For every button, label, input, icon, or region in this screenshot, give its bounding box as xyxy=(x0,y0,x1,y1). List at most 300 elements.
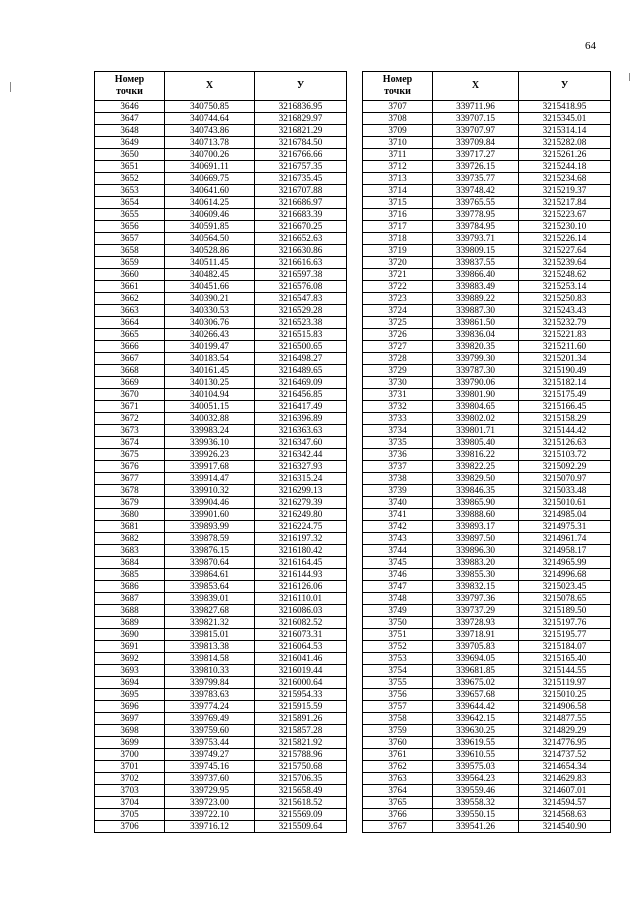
x-cell: 339726.15 xyxy=(433,161,519,173)
y-cell: 3215175.49 xyxy=(519,389,611,401)
table-header-row xyxy=(95,72,347,101)
header-y: У xyxy=(519,72,611,101)
table-row xyxy=(363,497,611,509)
point-number-cell: 3720 xyxy=(363,257,433,269)
point-number-cell: 3760 xyxy=(363,737,433,749)
y-cell: 3215418.95 xyxy=(519,101,611,113)
table-row xyxy=(95,173,347,185)
x-cell: 339784.95 xyxy=(433,221,519,233)
y-cell: 3216082.52 xyxy=(255,617,347,629)
table-row xyxy=(95,737,347,749)
table-row xyxy=(363,557,611,569)
point-number-cell: 3686 xyxy=(95,581,165,593)
x-cell: 339759.60 xyxy=(165,725,255,737)
x-cell: 339657.68 xyxy=(433,689,519,701)
y-cell: 3216064.53 xyxy=(255,641,347,653)
point-number-cell: 3649 xyxy=(95,137,165,149)
table-row xyxy=(363,737,611,749)
y-cell: 3216652.63 xyxy=(255,233,347,245)
point-number-cell: 3738 xyxy=(363,473,433,485)
table-row xyxy=(95,185,347,197)
point-number-cell: 3657 xyxy=(95,233,165,245)
y-cell: 3216576.08 xyxy=(255,281,347,293)
x-cell: 339564.23 xyxy=(433,773,519,785)
x-cell: 340390.21 xyxy=(165,293,255,305)
point-number-cell: 3758 xyxy=(363,713,433,725)
table-row xyxy=(363,401,611,413)
y-cell: 3216315.24 xyxy=(255,473,347,485)
point-number-cell: 3709 xyxy=(363,125,433,137)
y-cell: 3215658.49 xyxy=(255,785,347,797)
point-number-cell: 3722 xyxy=(363,281,433,293)
x-cell: 340330.53 xyxy=(165,305,255,317)
y-cell: 3214540.90 xyxy=(519,821,611,833)
point-number-cell: 3659 xyxy=(95,257,165,269)
table-row xyxy=(363,641,611,653)
x-cell: 340744.64 xyxy=(165,113,255,125)
x-cell: 339610.55 xyxy=(433,749,519,761)
point-number-cell: 3751 xyxy=(363,629,433,641)
y-cell: 3216110.01 xyxy=(255,593,347,605)
point-number-cell: 3681 xyxy=(95,521,165,533)
table-row xyxy=(363,149,611,161)
point-number-cell: 3731 xyxy=(363,389,433,401)
y-cell: 3215166.45 xyxy=(519,401,611,413)
point-number-cell: 3646 xyxy=(95,101,165,113)
table-row xyxy=(95,305,347,317)
table-row xyxy=(363,437,611,449)
y-cell: 3215227.64 xyxy=(519,245,611,257)
point-number-cell: 3673 xyxy=(95,425,165,437)
y-cell: 3216757.35 xyxy=(255,161,347,173)
table-row xyxy=(95,221,347,233)
table-row xyxy=(95,593,347,605)
y-cell: 3216515.83 xyxy=(255,329,347,341)
point-number-cell: 3703 xyxy=(95,785,165,797)
table-row xyxy=(95,161,347,173)
x-cell: 340700.26 xyxy=(165,149,255,161)
x-cell: 339705.83 xyxy=(433,641,519,653)
table-row xyxy=(363,809,611,821)
table-row xyxy=(363,617,611,629)
y-cell: 3216347.60 xyxy=(255,437,347,449)
point-number-cell: 3757 xyxy=(363,701,433,713)
x-cell: 340750.85 xyxy=(165,101,255,113)
table-row xyxy=(363,797,611,809)
header-y: У xyxy=(255,72,347,101)
x-cell: 339870.64 xyxy=(165,557,255,569)
point-number-cell: 3701 xyxy=(95,761,165,773)
table-row xyxy=(363,317,611,329)
table-row xyxy=(363,257,611,269)
table-row xyxy=(363,389,611,401)
y-cell: 3214594.57 xyxy=(519,797,611,809)
x-cell: 339681.85 xyxy=(433,665,519,677)
point-number-cell: 3710 xyxy=(363,137,433,149)
table-row xyxy=(95,449,347,461)
table-row xyxy=(363,449,611,461)
y-cell: 3215248.62 xyxy=(519,269,611,281)
point-number-cell: 3691 xyxy=(95,641,165,653)
table-row xyxy=(363,377,611,389)
x-cell: 339707.15 xyxy=(433,113,519,125)
point-number-cell: 3685 xyxy=(95,569,165,581)
y-cell: 3216498.27 xyxy=(255,353,347,365)
table-row xyxy=(363,653,611,665)
x-cell: 339694.05 xyxy=(433,653,519,665)
y-cell: 3215239.64 xyxy=(519,257,611,269)
table-row xyxy=(95,677,347,689)
x-cell: 339801.71 xyxy=(433,425,519,437)
y-cell: 3215023.45 xyxy=(519,581,611,593)
y-cell: 3214906.58 xyxy=(519,701,611,713)
point-number-cell: 3690 xyxy=(95,629,165,641)
x-cell: 340609.46 xyxy=(165,209,255,221)
table-row xyxy=(95,605,347,617)
x-cell: 339814.58 xyxy=(165,653,255,665)
x-cell: 340266.43 xyxy=(165,329,255,341)
x-cell: 340564.50 xyxy=(165,233,255,245)
point-number-cell: 3724 xyxy=(363,305,433,317)
point-number-cell: 3723 xyxy=(363,293,433,305)
x-cell: 339837.55 xyxy=(433,257,519,269)
point-number-cell: 3754 xyxy=(363,665,433,677)
table-row xyxy=(363,113,611,125)
x-cell: 339737.29 xyxy=(433,605,519,617)
x-cell: 340511.45 xyxy=(165,257,255,269)
x-cell: 339839.01 xyxy=(165,593,255,605)
point-number-cell: 3705 xyxy=(95,809,165,821)
y-cell: 3216144.93 xyxy=(255,569,347,581)
y-cell: 3215201.34 xyxy=(519,353,611,365)
x-cell: 339853.64 xyxy=(165,581,255,593)
y-cell: 3216086.03 xyxy=(255,605,347,617)
y-cell: 3215569.09 xyxy=(255,809,347,821)
point-number-cell: 3729 xyxy=(363,365,433,377)
y-cell: 3216735.45 xyxy=(255,173,347,185)
header-point-number: Номер точки xyxy=(95,72,165,101)
table-row xyxy=(363,233,611,245)
y-cell: 3216363.63 xyxy=(255,425,347,437)
point-number-cell: 3664 xyxy=(95,317,165,329)
y-cell: 3215195.77 xyxy=(519,629,611,641)
table-row xyxy=(95,461,347,473)
y-cell: 3215750.68 xyxy=(255,761,347,773)
x-cell: 339829.50 xyxy=(433,473,519,485)
y-cell: 3215221.83 xyxy=(519,329,611,341)
y-cell: 3215253.14 xyxy=(519,281,611,293)
y-cell: 3216523.38 xyxy=(255,317,347,329)
x-cell: 339889.22 xyxy=(433,293,519,305)
y-cell: 3215230.10 xyxy=(519,221,611,233)
point-number-cell: 3667 xyxy=(95,353,165,365)
table-row xyxy=(95,269,347,281)
table-row xyxy=(95,257,347,269)
x-cell: 339675.02 xyxy=(433,677,519,689)
x-cell: 340713.78 xyxy=(165,137,255,149)
y-cell: 3214996.68 xyxy=(519,569,611,581)
y-cell: 3215182.14 xyxy=(519,377,611,389)
point-number-cell: 3702 xyxy=(95,773,165,785)
table-row xyxy=(95,821,347,833)
x-cell: 339809.15 xyxy=(433,245,519,257)
table-row xyxy=(363,269,611,281)
table-row xyxy=(363,353,611,365)
point-number-cell: 3680 xyxy=(95,509,165,521)
table-row xyxy=(363,425,611,437)
y-cell: 3216707.88 xyxy=(255,185,347,197)
table-row xyxy=(95,425,347,437)
point-number-cell: 3756 xyxy=(363,689,433,701)
y-cell: 3216041.46 xyxy=(255,653,347,665)
y-cell: 3215189.50 xyxy=(519,605,611,617)
x-cell: 340669.75 xyxy=(165,173,255,185)
y-cell: 3215197.76 xyxy=(519,617,611,629)
y-cell: 3215314.14 xyxy=(519,125,611,137)
y-cell: 3215033.48 xyxy=(519,485,611,497)
x-cell: 339827.68 xyxy=(165,605,255,617)
y-cell: 3216500.65 xyxy=(255,341,347,353)
y-cell: 3214568.63 xyxy=(519,809,611,821)
table-row xyxy=(95,365,347,377)
point-number-cell: 3741 xyxy=(363,509,433,521)
point-number-cell: 3677 xyxy=(95,473,165,485)
y-cell: 3216073.31 xyxy=(255,629,347,641)
point-number-cell: 3745 xyxy=(363,557,433,569)
table-row xyxy=(363,101,611,113)
y-cell: 3215184.07 xyxy=(519,641,611,653)
y-cell: 3216126.06 xyxy=(255,581,347,593)
y-cell: 3216019.44 xyxy=(255,665,347,677)
point-number-cell: 3676 xyxy=(95,461,165,473)
point-number-cell: 3656 xyxy=(95,221,165,233)
table-row xyxy=(363,341,611,353)
x-cell: 340130.25 xyxy=(165,377,255,389)
x-cell: 339861.50 xyxy=(433,317,519,329)
x-cell: 339887.30 xyxy=(433,305,519,317)
table-row xyxy=(363,725,611,737)
table-row xyxy=(95,701,347,713)
point-number-cell: 3668 xyxy=(95,365,165,377)
point-number-cell: 3714 xyxy=(363,185,433,197)
y-cell: 3216686.97 xyxy=(255,197,347,209)
x-cell: 339797.36 xyxy=(433,593,519,605)
point-number-cell: 3682 xyxy=(95,533,165,545)
point-number-cell: 3749 xyxy=(363,605,433,617)
header-point-number: Номер точки xyxy=(363,72,433,101)
point-number-cell: 3740 xyxy=(363,497,433,509)
table-row xyxy=(95,569,347,581)
x-cell: 339559.46 xyxy=(433,785,519,797)
x-cell: 340591.85 xyxy=(165,221,255,233)
y-cell: 3215165.40 xyxy=(519,653,611,665)
y-cell: 3215232.79 xyxy=(519,317,611,329)
point-number-cell: 3727 xyxy=(363,341,433,353)
point-number-cell: 3712 xyxy=(363,161,433,173)
x-cell: 339936.10 xyxy=(165,437,255,449)
page-number: 64 xyxy=(585,40,596,52)
table-row xyxy=(363,665,611,677)
table-row xyxy=(363,569,611,581)
x-cell: 339815.01 xyxy=(165,629,255,641)
y-cell: 3214958.17 xyxy=(519,545,611,557)
y-cell: 3215243.43 xyxy=(519,305,611,317)
point-number-cell: 3708 xyxy=(363,113,433,125)
x-cell: 340104.94 xyxy=(165,389,255,401)
point-number-cell: 3697 xyxy=(95,713,165,725)
table-row xyxy=(363,221,611,233)
table-row xyxy=(95,749,347,761)
y-cell: 3214776.95 xyxy=(519,737,611,749)
point-number-cell: 3762 xyxy=(363,761,433,773)
scan-mark xyxy=(10,82,11,92)
point-number-cell: 3672 xyxy=(95,413,165,425)
x-cell: 339855.30 xyxy=(433,569,519,581)
table-row xyxy=(95,545,347,557)
point-number-cell: 3661 xyxy=(95,281,165,293)
table-row xyxy=(95,473,347,485)
x-cell: 339914.47 xyxy=(165,473,255,485)
table-row xyxy=(95,689,347,701)
x-cell: 339769.49 xyxy=(165,713,255,725)
x-cell: 340641.60 xyxy=(165,185,255,197)
y-cell: 3216000.64 xyxy=(255,677,347,689)
y-cell: 3216616.63 xyxy=(255,257,347,269)
point-number-cell: 3725 xyxy=(363,317,433,329)
x-cell: 339846.35 xyxy=(433,485,519,497)
y-cell: 3215190.49 xyxy=(519,365,611,377)
point-number-cell: 3732 xyxy=(363,401,433,413)
table-row xyxy=(363,365,611,377)
table-row xyxy=(95,413,347,425)
table-row xyxy=(363,281,611,293)
x-cell: 340482.45 xyxy=(165,269,255,281)
y-cell: 3215119.97 xyxy=(519,677,611,689)
y-cell: 3215211.60 xyxy=(519,341,611,353)
x-cell: 339642.15 xyxy=(433,713,519,725)
x-cell: 339836.04 xyxy=(433,329,519,341)
y-cell: 3215219.37 xyxy=(519,185,611,197)
x-cell: 339926.23 xyxy=(165,449,255,461)
x-cell: 339901.60 xyxy=(165,509,255,521)
x-cell: 339748.42 xyxy=(433,185,519,197)
point-number-cell: 3734 xyxy=(363,425,433,437)
y-cell: 3214961.74 xyxy=(519,533,611,545)
table-row xyxy=(95,665,347,677)
x-cell: 339541.26 xyxy=(433,821,519,833)
y-cell: 3216249.80 xyxy=(255,509,347,521)
x-cell: 339558.32 xyxy=(433,797,519,809)
table-row xyxy=(95,137,347,149)
y-cell: 3215092.29 xyxy=(519,461,611,473)
point-number-cell: 3655 xyxy=(95,209,165,221)
point-number-cell: 3718 xyxy=(363,233,433,245)
point-number-cell: 3763 xyxy=(363,773,433,785)
table-row xyxy=(363,245,611,257)
x-cell: 339550.15 xyxy=(433,809,519,821)
table-row xyxy=(95,317,347,329)
x-cell: 339896.30 xyxy=(433,545,519,557)
point-number-cell: 3696 xyxy=(95,701,165,713)
point-number-cell: 3761 xyxy=(363,749,433,761)
table-row xyxy=(95,401,347,413)
y-cell: 3214965.99 xyxy=(519,557,611,569)
point-number-cell: 3674 xyxy=(95,437,165,449)
y-cell: 3215618.52 xyxy=(255,797,347,809)
x-cell: 339810.33 xyxy=(165,665,255,677)
x-cell: 339864.61 xyxy=(165,569,255,581)
x-cell: 339619.55 xyxy=(433,737,519,749)
table-row xyxy=(363,125,611,137)
table-row xyxy=(363,629,611,641)
y-cell: 3214737.52 xyxy=(519,749,611,761)
table-row xyxy=(95,653,347,665)
y-cell: 3215234.68 xyxy=(519,173,611,185)
table-row xyxy=(363,581,611,593)
y-cell: 3214607.01 xyxy=(519,785,611,797)
table-row xyxy=(95,485,347,497)
table-row xyxy=(95,629,347,641)
table-row xyxy=(95,797,347,809)
y-cell: 3215244.18 xyxy=(519,161,611,173)
x-cell: 339783.63 xyxy=(165,689,255,701)
table-row xyxy=(95,341,347,353)
x-cell: 340743.86 xyxy=(165,125,255,137)
scan-mark xyxy=(629,73,630,81)
y-cell: 3214654.34 xyxy=(519,761,611,773)
y-cell: 3215857.28 xyxy=(255,725,347,737)
point-number-cell: 3695 xyxy=(95,689,165,701)
x-cell: 339910.32 xyxy=(165,485,255,497)
table-row xyxy=(363,821,611,833)
y-cell: 3215954.33 xyxy=(255,689,347,701)
table-row xyxy=(95,125,347,137)
x-cell: 339735.77 xyxy=(433,173,519,185)
x-cell: 339753.44 xyxy=(165,737,255,749)
table-row xyxy=(363,773,611,785)
table-row xyxy=(363,485,611,497)
point-number-cell: 3693 xyxy=(95,665,165,677)
point-number-cell: 3716 xyxy=(363,209,433,221)
y-cell: 3214629.83 xyxy=(519,773,611,785)
point-number-cell: 3733 xyxy=(363,413,433,425)
y-cell: 3215126.63 xyxy=(519,437,611,449)
y-cell: 3216683.39 xyxy=(255,209,347,221)
table-row xyxy=(363,785,611,797)
y-cell: 3215891.26 xyxy=(255,713,347,725)
point-number-cell: 3736 xyxy=(363,449,433,461)
table-row xyxy=(95,581,347,593)
y-cell: 3215821.92 xyxy=(255,737,347,749)
table-row xyxy=(363,137,611,149)
x-cell: 339774.24 xyxy=(165,701,255,713)
x-cell: 339832.15 xyxy=(433,581,519,593)
table-row xyxy=(95,377,347,389)
table-row xyxy=(363,509,611,521)
table-row xyxy=(95,329,347,341)
header-x: X xyxy=(165,72,255,101)
table-row xyxy=(363,545,611,557)
x-cell: 339893.99 xyxy=(165,521,255,533)
y-cell: 3216784.50 xyxy=(255,137,347,149)
x-cell: 339983.24 xyxy=(165,425,255,437)
table-row xyxy=(95,557,347,569)
point-number-cell: 3765 xyxy=(363,797,433,809)
y-cell: 3215078.65 xyxy=(519,593,611,605)
table-row xyxy=(95,641,347,653)
y-cell: 3215788.96 xyxy=(255,749,347,761)
point-number-cell: 3652 xyxy=(95,173,165,185)
